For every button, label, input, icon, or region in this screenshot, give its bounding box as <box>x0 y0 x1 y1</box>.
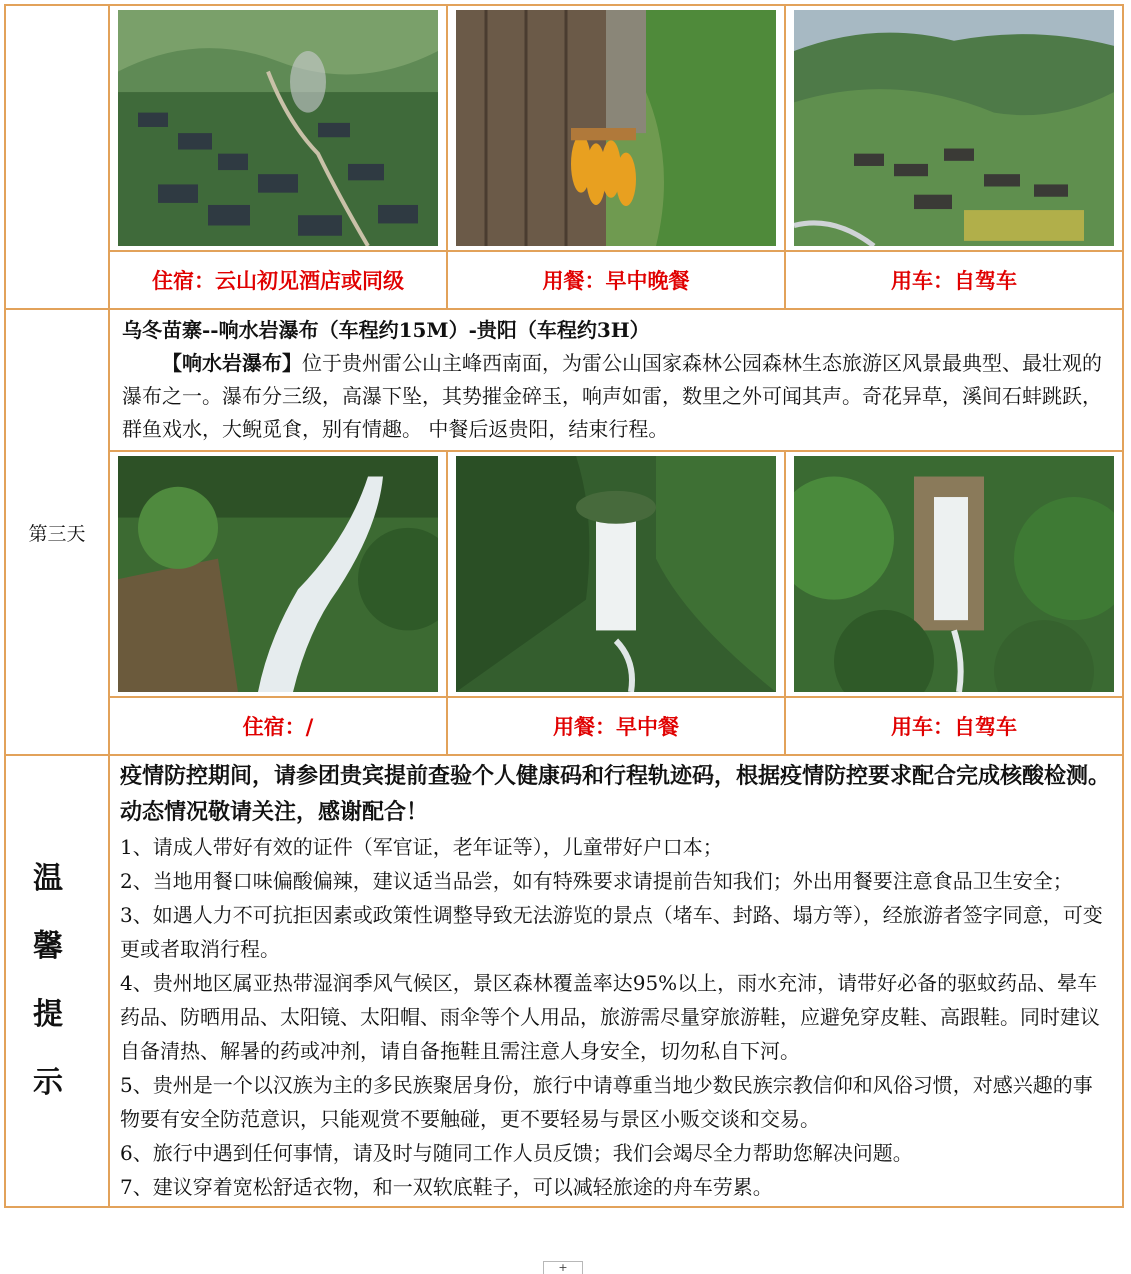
waterfall-photo-3 <box>794 456 1114 692</box>
photo-cell <box>109 451 447 697</box>
table-move-handle[interactable]: + <box>543 1261 583 1274</box>
tips-item: 3、如遇人力不可抗拒因素或政策性调整导致无法游览的景点（堵车、封路、塌方等），经旅游者签字同意，可变更或者取消行程。 <box>120 903 1103 961</box>
tips-item: 2、当地用餐口味偏酸偏辣，建议适当品尝，如有特殊要求请提前告知我们；外出用餐要注意食品卫生安全； <box>120 869 1073 893</box>
day3-desc-row <box>5 309 1123 451</box>
day2-meals: 用餐：早中晚餐 <box>447 251 785 309</box>
valley-village-photo <box>794 10 1114 246</box>
day2-label-cell <box>5 5 109 309</box>
village-aerial-photo <box>118 10 438 246</box>
day3-route: 乌冬苗寨--响水岩瀑布（车程约15M）-贵阳（车程约3H） <box>122 318 650 342</box>
day3-photo-row <box>5 451 1123 697</box>
tips-row <box>5 755 1123 1207</box>
photo-cell <box>785 451 1123 697</box>
day3-description: 位于贵州雷公山主峰西南面，为雷公山国家森林公园森林生态旅游区风景最典型、最壮观的瀑布之一。瀑布分三级，高瀑下坠，其势摧金碎玉，响声如雷，数里之外可闻其声。奇花异草，溪间石蚌跳跃，群鱼戏水，大鲵觅食，别有情趣。 中餐后返贵阳，结束行程。 <box>122 351 1102 441</box>
tips-content <box>109 755 1123 1207</box>
tips-item: 1、请成人带好有效的证件（军官证，老年证等），儿童带好户口本； <box>120 835 723 859</box>
tips-item: 7、建议穿着宽松舒适衣物，和一双软底鞋子，可以减轻旅途的舟车劳累。 <box>120 1175 773 1199</box>
tips-label-line2: 提 示 <box>33 997 81 1100</box>
day3-highlight: 【响水岩瀑布】 <box>162 351 302 375</box>
tips-label <box>5 755 109 1207</box>
day2-lodging: 住宿：云山初见酒店或同级 <box>109 251 447 309</box>
day3-label: 第三天 <box>5 309 109 755</box>
corn-wooden-house-photo <box>456 10 776 246</box>
tips-item: 5、贵州是一个以汉族为主的多民族聚居身份，旅行中请尊重当地少数民族宗教信仰和风俗习惯，对感兴趣的事物要有安全防范意识，只能观赏不要触碰，更不要轻易与景区小贩交谈和交易。 <box>120 1073 1093 1131</box>
tips-item: 6、旅行中遇到任何事情，请及时与随同工作人员反馈；我们会竭尽全力帮助您解决问题。 <box>120 1141 913 1165</box>
day2-info-row <box>5 251 1123 309</box>
itinerary-table <box>4 4 1124 1208</box>
photo-cell <box>785 5 1123 251</box>
day3-paragraph <box>122 347 1110 446</box>
waterfall-photo-2 <box>456 456 776 692</box>
day3-description-cell <box>109 309 1123 451</box>
day3-transport: 用车：自驾车 <box>785 697 1123 755</box>
tips-item: 4、贵州地区属亚热带湿润季风气候区，景区森林覆盖率达95%以上，雨水充沛，请带好必备的驱蚊药品、晕车药品、防晒用品、太阳镜、太阳帽、雨伞等个人用品，旅游需尽量穿旅游鞋，应避免穿皮鞋、高跟鞋。同时建议自备清热、解暑的药或冲剂，请自备拖鞋且需注意人身安全，切勿私自下河。 <box>120 971 1100 1063</box>
waterfall-photo-1 <box>118 456 438 692</box>
day3-info-row <box>5 697 1123 755</box>
day3-meals: 用餐：早中餐 <box>447 697 785 755</box>
tips-lead: 疫情防控期间，请参团贵宾提前查验个人健康码和行程轨迹码，根据疫情防控要求配合完成核酸检测。动态情况敬请关注，感谢配合！ <box>120 763 1111 825</box>
tips-label-line1: 温 馨 <box>33 861 81 964</box>
photo-cell <box>447 5 785 251</box>
photo-cell <box>447 451 785 697</box>
day2-photo-row <box>5 5 1123 251</box>
day2-transport: 用车：自驾车 <box>785 251 1123 309</box>
day3-lodging: 住宿：/ <box>109 697 447 755</box>
photo-cell <box>109 5 447 251</box>
